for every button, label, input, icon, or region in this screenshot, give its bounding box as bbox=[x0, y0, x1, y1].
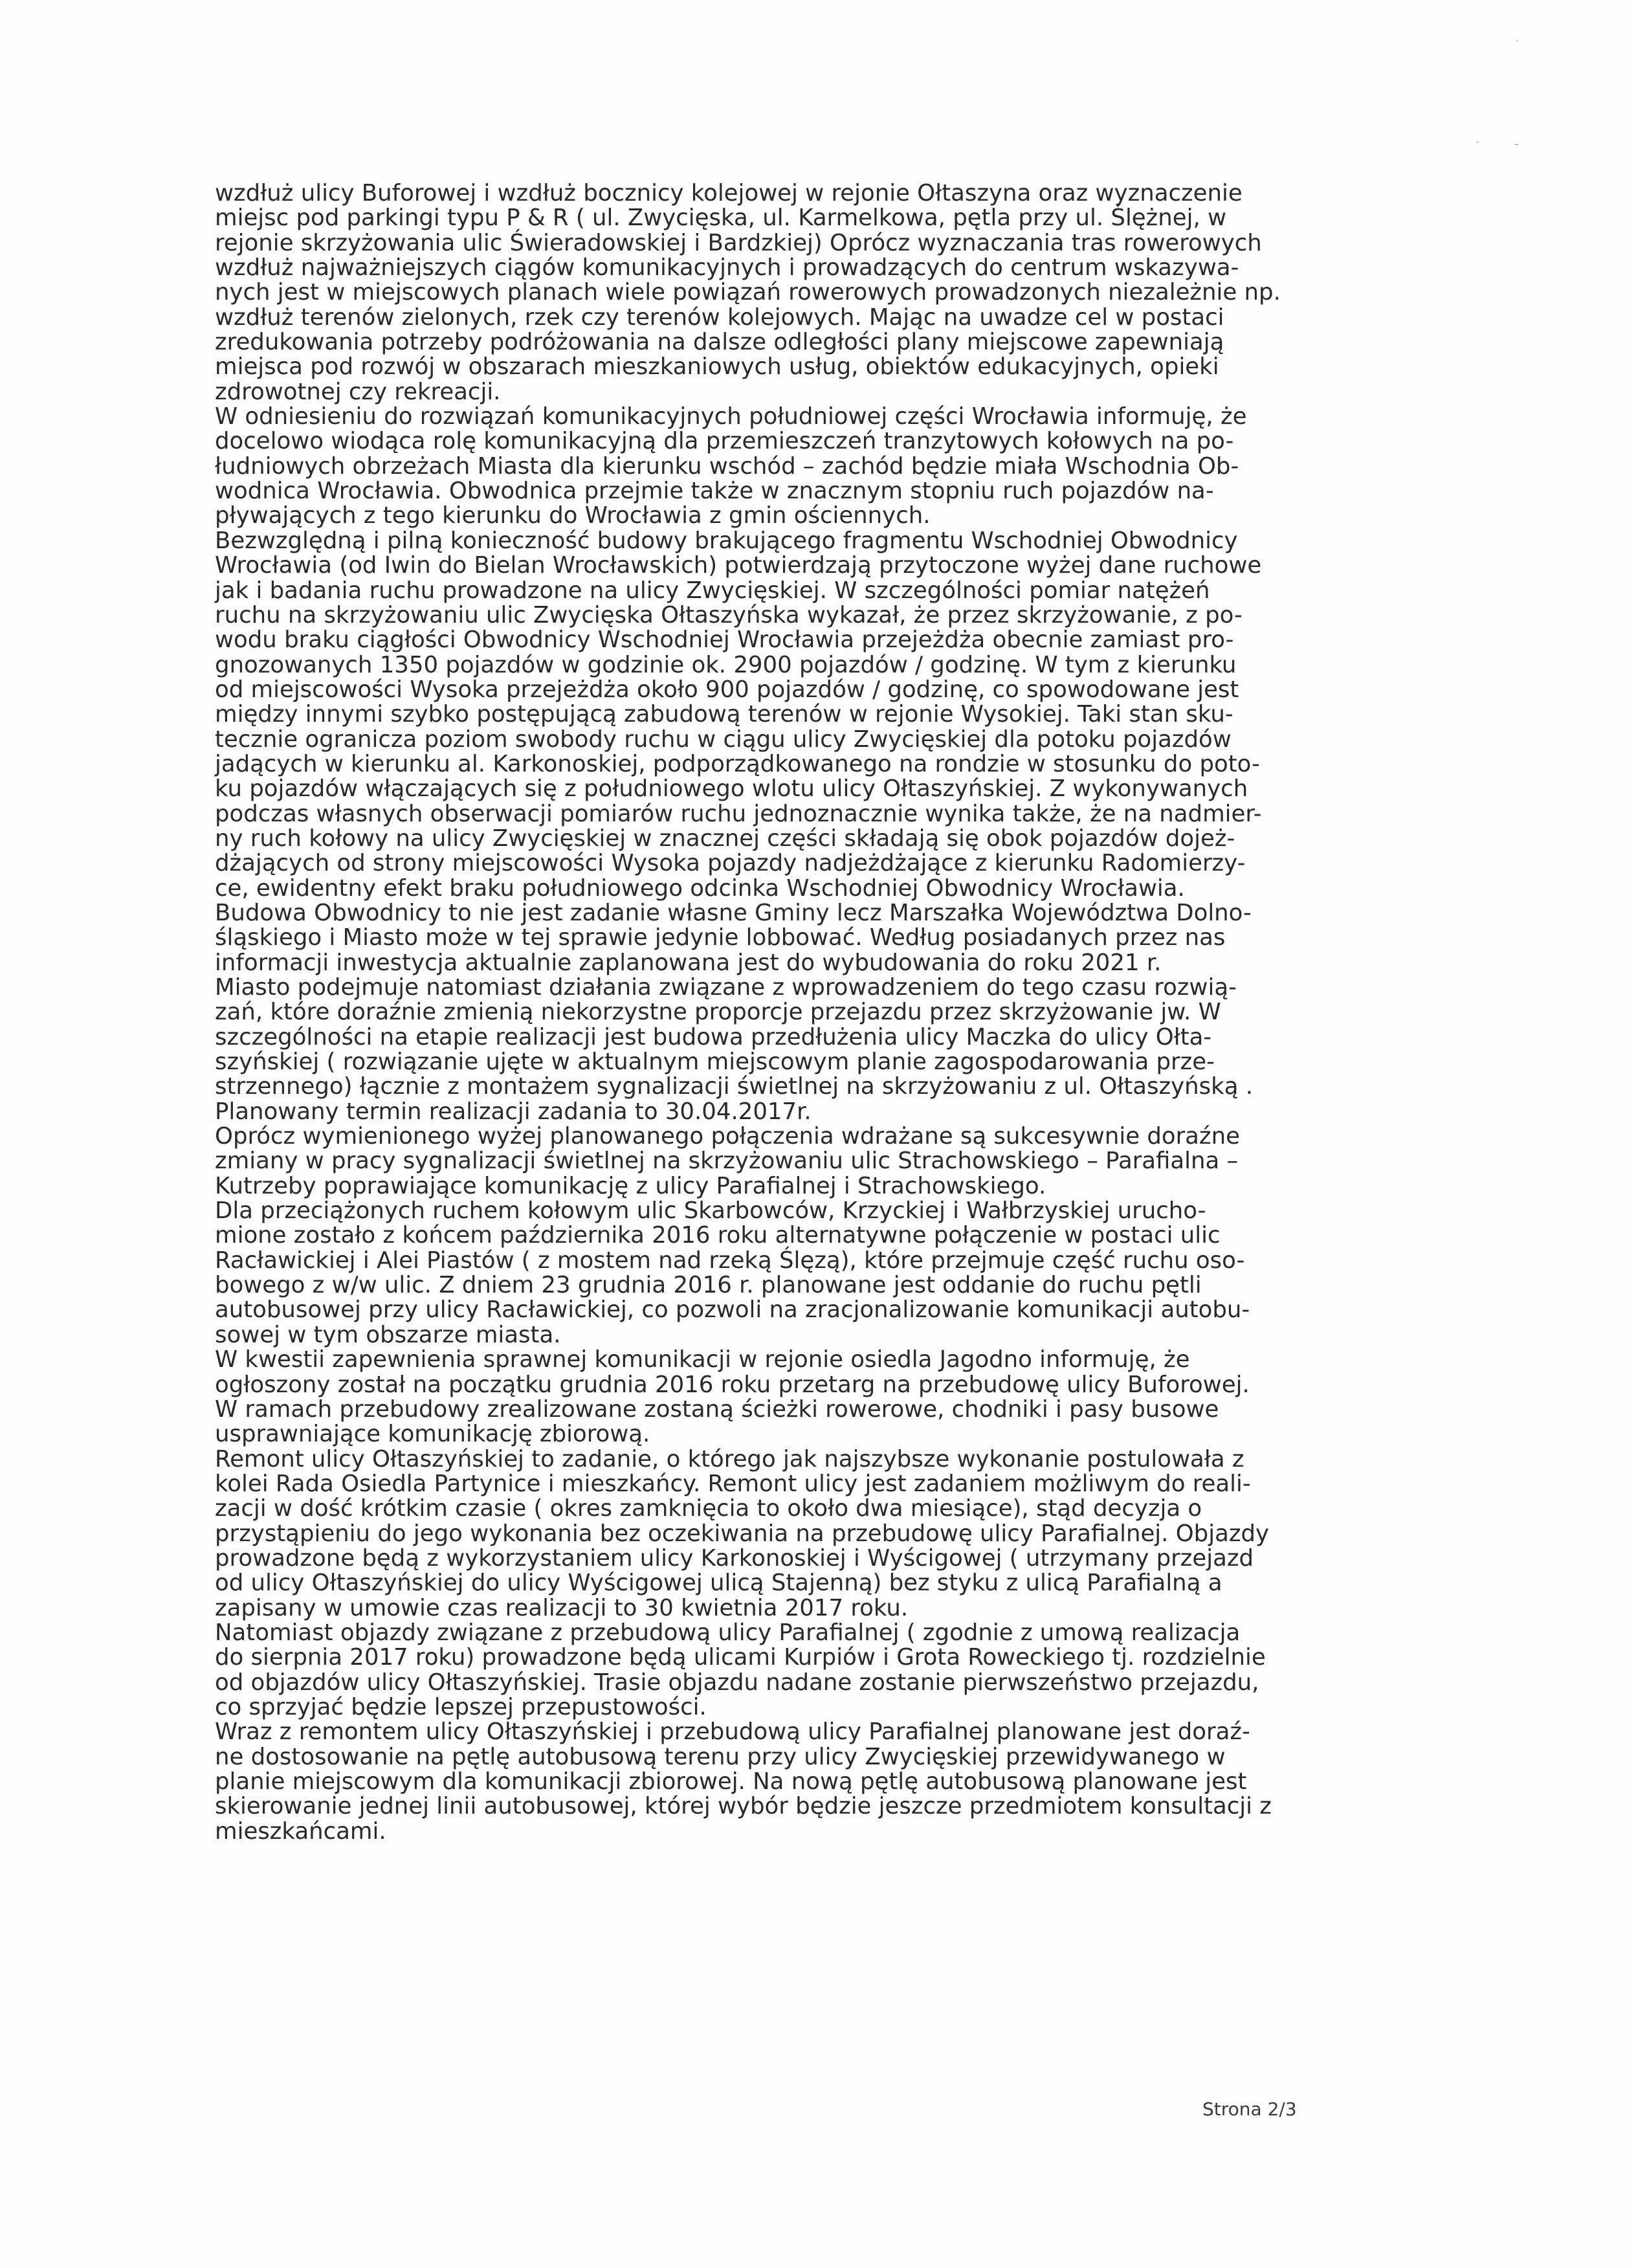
text-line: Wrocławia (od Iwin do Bielan Wrocławskich) potwierdzają przytoczone wyżej dane ruchowe bbox=[215, 552, 1262, 579]
text-line: pływających z tego kierunku do Wrocławia z gmin ościennych. bbox=[215, 502, 931, 529]
text-line: Wraz z remontem ulicy Ołtaszyńskiej i przebudową ulicy Parafialnej planowane jest doraź- bbox=[215, 1718, 1250, 1746]
text-line: W kwestii zapewnienia sprawnej komunikacji w rejonie osiedla Jagodno informuję, że bbox=[215, 1346, 1190, 1373]
letter-body bbox=[215, 181, 1306, 1844]
text-line: zacji w dość krótkim czasie ( okres zamknięcia to około dwa miesiące), stąd decyzja o bbox=[215, 1495, 1202, 1522]
text-line: mieszkańcami. bbox=[215, 1818, 386, 1845]
text-line: autobusowej przy ulicy Racławickiej, co pozwoli na zracjonalizowanie komunikacji autobu- bbox=[215, 1296, 1250, 1324]
text-line: informacji inwestycja aktualnie zaplanowana jest do wybudowania do roku 2021 r. bbox=[215, 949, 1162, 976]
text-line: przystąpieniu do jego wykonania bez oczekiwania na przebudowę ulicy Parafialnej. Objazdy bbox=[215, 1520, 1269, 1547]
text-line: bowego z w/w ulic. Z dniem 23 grudnia 2016 r. planowane jest oddanie do ruchu pętli bbox=[215, 1272, 1202, 1299]
text-line: rejonie skrzyżowania ulic Świeradowskiej i Bardzkiej) Oprócz wyznaczania tras rowerowych bbox=[215, 229, 1262, 256]
text-line: miejsca pod rozwój w obszarach mieszkaniowych usług, obiektów edukacyjnych, opieki bbox=[215, 353, 1219, 381]
text-line: gnozowanych 1350 pojazdów w godzinie ok. 2900 pojazdów / godzinę. W tym z kierunku bbox=[215, 651, 1237, 678]
scan-speck: · bbox=[1476, 136, 1479, 150]
text-line: prowadzone będą z wykorzystaniem ulicy Karkonoskiej i Wyścigowej ( utrzymany przejazd bbox=[215, 1544, 1254, 1572]
text-line: wzdłuż ulicy Buforowej i wzdłuż bocznicy kolejowej w rejonie Ołtaszyna oraz wyznaczenie bbox=[215, 180, 1243, 206]
text-line: usprawniające komunikację zbiorową. bbox=[215, 1421, 650, 1448]
scan-speck: - bbox=[1514, 137, 1519, 151]
text-line: Dla przeciążonych ruchem kołowym ulic Skarbowców, Krzyckiej i Wałbrzyskiej urucho- bbox=[215, 1197, 1206, 1225]
text-line: Budowa Obwodnicy to nie jest zadanie własne Gminy lecz Marszałka Województwa Dolno- bbox=[215, 899, 1252, 926]
scan-speck: ˙ bbox=[1514, 39, 1520, 52]
text-line: zań, które doraźnie zmienią niekorzystne proporcje przejazdu przez skrzyżowanie jw. W bbox=[215, 999, 1221, 1026]
page-number: Strona 2/3 bbox=[1202, 2098, 1297, 2120]
text-line: ku pojazdów włączających się z południowego wlotu ulicy Ołtaszyńskiej. Z wykonywanych bbox=[215, 775, 1248, 803]
text-line: szczególności na etapie realizacji jest budowa przedłużenia ulicy Maczka do ulicy Ołta- bbox=[215, 1023, 1212, 1051]
text-line: wodu braku ciągłości Obwodnicy Wschodniej Wrocławia przejeżdża obecnie zamiast pro- bbox=[215, 627, 1234, 654]
text-line: śląskiego i Miasto może w tej sprawie jedynie lobbować. Według posiadanych przez nas bbox=[215, 924, 1226, 951]
text-line: skierowanie jednej linii autobusowej, której wybór będzie jeszcze przedmiotem konsultacji z bbox=[215, 1793, 1272, 1820]
text-line: ruchu na skrzyżowaniu ulic Zwycięska Ołtaszyńska wykazał, że przez skrzyżowanie, z po- bbox=[215, 601, 1243, 628]
text-line: planie miejscowym dla komunikacji zbiorowej. Na nową pętlę autobusową planowane jest bbox=[215, 1768, 1247, 1795]
text-line: zmiany w pracy sygnalizacji świetlnej na skrzyżowaniu ulic Strachowskiego – Parafialna – bbox=[215, 1148, 1239, 1175]
text-line: kolei Rada Osiedla Partynice i mieszkańcy. Remont ulicy jest zadaniem możliwym do reali- bbox=[215, 1470, 1251, 1497]
text-line: podczas własnych obserwacji pomiarów ruchu jednoznacznie wynika także, że na nadmier- bbox=[215, 800, 1262, 827]
text-line: ogłoszony został na początku grudnia 2016 roku przetarg na przebudowę ulicy Buforowej. bbox=[215, 1371, 1250, 1398]
text-line: wzdłuż najważniejszych ciągów komunikacyjnych i prowadzących do centrum wskazywa- bbox=[215, 254, 1239, 282]
text-line: Remont ulicy Ołtaszyńskiej to zadanie, o którego jak najszybsze wykonanie postulowała z bbox=[215, 1445, 1244, 1473]
text-line: mione zostało z końcem października 2016 roku alternatywne połączenie w postaci ulic bbox=[215, 1222, 1221, 1249]
text-line: nych jest w miejscowych planach wiele powiązań rowerowych prowadzonych niezależnie np. bbox=[215, 279, 1281, 306]
text-line: łudniowych obrzeżach Miasta dla kierunku wschód – zachód będzie miała Wschodnia Ob- bbox=[215, 452, 1239, 480]
text-line: ne dostosowanie na pętlę autobusową terenu przy ulicy Zwycięskiej przewidywanego w bbox=[215, 1743, 1226, 1770]
text-line: strzennego) łącznie z montażem sygnalizacji świetlnej na skrzyżowaniu z ul. Ołtaszyńską . bbox=[215, 1073, 1254, 1100]
text-line: miejsc pod parkingi typu P & R ( ul. Zwycięska, ul. Karmelkowa, pętla przy ul. Ślężnej, w bbox=[215, 205, 1227, 232]
text-line: zapisany w umowie czas realizacji to 30 kwietnia 2017 roku. bbox=[215, 1594, 909, 1621]
text-line: W odniesieniu do rozwiązań komunikacyjnych południowej części Wrocławia informuję, że bbox=[215, 403, 1247, 430]
text-line: wzdłuż terenów zielonych, rzek czy terenów kolejowych. Mając na uwadze cel w postaci bbox=[215, 304, 1224, 331]
text-line: do sierpnia 2017 roku) prowadzone będą ulicami Kurpiów i Grota Roweckiego tj. rozdzielnie bbox=[215, 1644, 1266, 1671]
text-line: sowej w tym obszarze miasta. bbox=[215, 1321, 561, 1348]
text-line: co sprzyjać będzie lepszej przepustowości. bbox=[215, 1693, 707, 1720]
text-line: tecznie ogranicza poziom swobody ruchu w ciągu ulicy Zwycięskiej dla potoku pojazdów bbox=[215, 726, 1232, 753]
text-line: od objazdów ulicy Ołtaszyńskiej. Trasie objazdu nadane zostanie pierwszeństwo przejazdu, bbox=[215, 1669, 1259, 1696]
text-line: zredukowania potrzeby podróżowania na dalsze odległości plany miejscowe zapewniają bbox=[215, 329, 1224, 356]
text-line: ce, ewidentny efekt braku południowego odcinka Wschodniej Obwodnicy Wrocławia. bbox=[215, 874, 1185, 902]
text-line: Miasto podejmuje natomiast działania związane z wprowadzeniem do tego czasu rozwią- bbox=[215, 974, 1237, 1001]
text-line: od miejscowości Wysoka przejeżdża około 900 pojazdów / godzinę, co spowodowane jest bbox=[215, 676, 1239, 703]
text-line: Racławickiej i Alei Piastów ( z mostem nad rzeką Ślęzą), które przejmuje część ruchu oso- bbox=[215, 1247, 1245, 1274]
text-line: od ulicy Ołtaszyńskiej do ulicy Wyścigowej ulicą Stajenną) bez styku z ulicą Parafialną a bbox=[215, 1570, 1222, 1597]
text-line: docelowo wiodąca rolę komunikacyjną dla przemieszczeń tranzytowych kołowych na po- bbox=[215, 428, 1234, 455]
text-line: szyńskiej ( rozwiązanie ujęte w aktualnym miejscowym planie zagospodarowania prze- bbox=[215, 1049, 1215, 1076]
text-line: dżających od strony miejscowości Wysoka pojazdy nadjeżdżające z kierunku Radomierzy- bbox=[215, 850, 1246, 877]
text-line: zdrowotnej czy rekreacji. bbox=[215, 378, 501, 405]
text-line: ny ruch kołowy na ulicy Zwycięskiej w znacznej części składają się obok pojazdów dojeż- bbox=[215, 825, 1235, 852]
text-line: wodnica Wrocławia. Obwodnica przejmie także w znacznym stopniu ruch pojazdów na- bbox=[215, 478, 1214, 505]
text-line: Oprócz wymienionego wyżej planowanego połączenia wdrażane są sukcesywnie doraźne bbox=[215, 1123, 1240, 1150]
text-line: Natomiast objazdy związane z przebudową ulicy Parafialnej ( zgodnie z umową realizacja bbox=[215, 1619, 1241, 1646]
text-line: jadących w kierunku al. Karkonoskiej, podporządkowanego na rondzie w stosunku do poto- bbox=[215, 750, 1260, 777]
text-line: Planowany termin realizacji zadania to 30.04.2017r. bbox=[215, 1098, 812, 1125]
text-line: Kutrzeby poprawiające komunikację z ulicy Parafialnej i Strachowskiego. bbox=[215, 1172, 1046, 1199]
text-line: jak i badania ruchu prowadzone na ulicy Zwycięskiej. W szczególności pomiar natężeń bbox=[215, 577, 1210, 604]
text-line: Bezwzględną i pilną konieczność budowy brakującego fragmentu Wschodniej Obwodnicy bbox=[215, 527, 1238, 554]
text-line: W ramach przebudowy zrealizowane zostaną ścieżki rowerowe, chodniki i pasy busowe bbox=[215, 1395, 1219, 1423]
text-line: między innymi szybko postępującą zabudową terenów w rejonie Wysokiej. Taki stan sku- bbox=[215, 701, 1233, 728]
